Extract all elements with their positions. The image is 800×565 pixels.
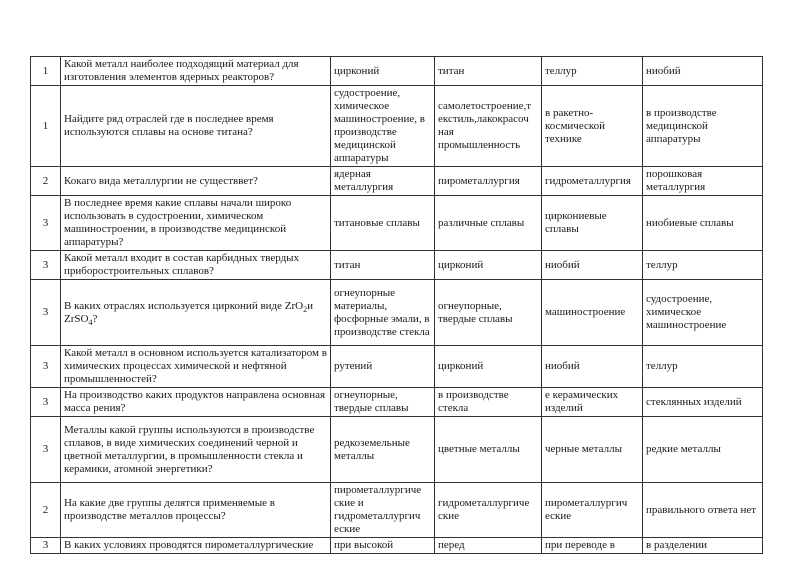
points-cell: 2 (31, 483, 61, 538)
answer-d-cell: редкие металлы (643, 417, 763, 483)
subscript: 2 (303, 304, 308, 314)
table-row (31, 57, 763, 86)
question-cell: Какой металл в основном используется катализатором в химических процессах химической и нефтяной промышленностей? (61, 346, 331, 388)
question-cell: Кокаго вида металлургии не существвет? (61, 167, 331, 196)
answer-c-cell: гидрометаллургия (542, 167, 643, 196)
table-row (31, 417, 763, 483)
question-cell: В каких условиях проводятся пирометаллургические (61, 538, 331, 554)
answer-a-cell: рутений (331, 346, 435, 388)
answer-c-cell: ниобий (542, 251, 643, 280)
answer-a-cell: огнеупорные, твердые сплавы (331, 388, 435, 417)
answer-c-cell: черные металлы (542, 417, 643, 483)
points-cell: 1 (31, 57, 61, 86)
answer-d-cell: порошковая металлургия (643, 167, 763, 196)
table-row (31, 280, 763, 346)
table-row (31, 538, 763, 554)
answer-b-cell: гидрометаллургиче ские (435, 483, 542, 538)
points-cell: 2 (31, 167, 61, 196)
answer-c-cell: при переводе в (542, 538, 643, 554)
points-cell: 3 (31, 388, 61, 417)
points-cell: 3 (31, 417, 61, 483)
answer-b-cell: титан (435, 57, 542, 86)
question-cell: Какой металл наиболее подходящий материал для изготовления элементов ядерных реакторов? (61, 57, 331, 86)
answer-c-cell: пирометаллургич еские (542, 483, 643, 538)
table-row (31, 388, 763, 417)
answer-c-cell: ниобий (542, 346, 643, 388)
answer-a-cell: судостроение, химическое машиностроение, в производстве медицинской аппаратуры (331, 86, 435, 167)
question-cell: На какие две группы делятся применяемые в производстве металлов процессы? (61, 483, 331, 538)
points-cell: 1 (31, 86, 61, 167)
answer-b-cell: самолетостроение,т екстиль,лакокрасоч ная промышленность (435, 86, 542, 167)
points-cell: 3 (31, 251, 61, 280)
question-text: В каких отраслях используется цирконий виде ZrO (64, 299, 304, 312)
answer-b-cell: огнеупорные, твердые сплавы (435, 280, 542, 346)
question-cell: На производство каких продуктов направлена основная масса рения? (61, 388, 331, 417)
question-cell (61, 280, 331, 346)
answer-d-cell: в производстве медицинской аппаратуры (643, 86, 763, 167)
subscript: 4 (88, 317, 93, 327)
question-cell: В последнее время какие сплавы начали широко использовать в судостроении, химическом машиностроении, в производстве медицинской аппаратуры? (61, 196, 331, 251)
answer-b-cell: пирометаллургия (435, 167, 542, 196)
answer-a-cell: при высокой (331, 538, 435, 554)
question-text: ? (92, 312, 98, 325)
answer-a-cell: пирометаллургиче ские и гидрометаллургич еские (331, 483, 435, 538)
table-row (31, 483, 763, 538)
quiz-table (30, 56, 763, 554)
table-row (31, 196, 763, 251)
question-cell: Какой металл входит в состав карбидных твердых приборостроительных сплавов? (61, 251, 331, 280)
answer-a-cell: ядерная металлургия (331, 167, 435, 196)
points-cell: 3 (31, 538, 61, 554)
points-cell: 3 (31, 280, 61, 346)
answer-b-cell: цирконий (435, 251, 542, 280)
answer-d-cell: стеклянных изделий (643, 388, 763, 417)
answer-b-cell: перед (435, 538, 542, 554)
question-text: и ZrSO (64, 299, 313, 325)
answer-b-cell: в производстве стекла (435, 388, 542, 417)
answer-c-cell: машиностроение (542, 280, 643, 346)
table-row (31, 167, 763, 196)
answer-b-cell: различные сплавы (435, 196, 542, 251)
answer-b-cell: цветные металлы (435, 417, 542, 483)
answer-d-cell: теллур (643, 346, 763, 388)
answer-a-cell: титан (331, 251, 435, 280)
question-cell: Металлы какой группы используются в производстве сплавов, в виде химических соединений черной и цветной металлургии, в промышленности стекла и керамики, атомной энергетики? (61, 417, 331, 483)
answer-d-cell: ниобиевые сплавы (643, 196, 763, 251)
answer-c-cell: циркониевые сплавы (542, 196, 643, 251)
answer-a-cell: огнеупорные материалы, фосфорные эмали, в производстве стекла (331, 280, 435, 346)
table-row (31, 86, 763, 167)
table-row (31, 346, 763, 388)
answer-c-cell: в ракетно-космической технике (542, 86, 643, 167)
points-cell: 3 (31, 196, 61, 251)
answer-c-cell: теллур (542, 57, 643, 86)
answer-d-cell: ниобий (643, 57, 763, 86)
answer-d-cell: судостроение, химическое машиностроение (643, 280, 763, 346)
answer-d-cell: в разделении (643, 538, 763, 554)
answer-a-cell: цирконий (331, 57, 435, 86)
table-row (31, 251, 763, 280)
answer-d-cell: правильного ответа нет (643, 483, 763, 538)
answer-a-cell: титановые сплавы (331, 196, 435, 251)
points-cell: 3 (31, 346, 61, 388)
answer-d-cell: теллур (643, 251, 763, 280)
answer-b-cell: цирконий (435, 346, 542, 388)
answer-c-cell: е керамических изделий (542, 388, 643, 417)
question-cell: Найдите ряд отраслей где в последнее время используются сплавы на основе титана? (61, 86, 331, 167)
answer-a-cell: редкоземельные металлы (331, 417, 435, 483)
